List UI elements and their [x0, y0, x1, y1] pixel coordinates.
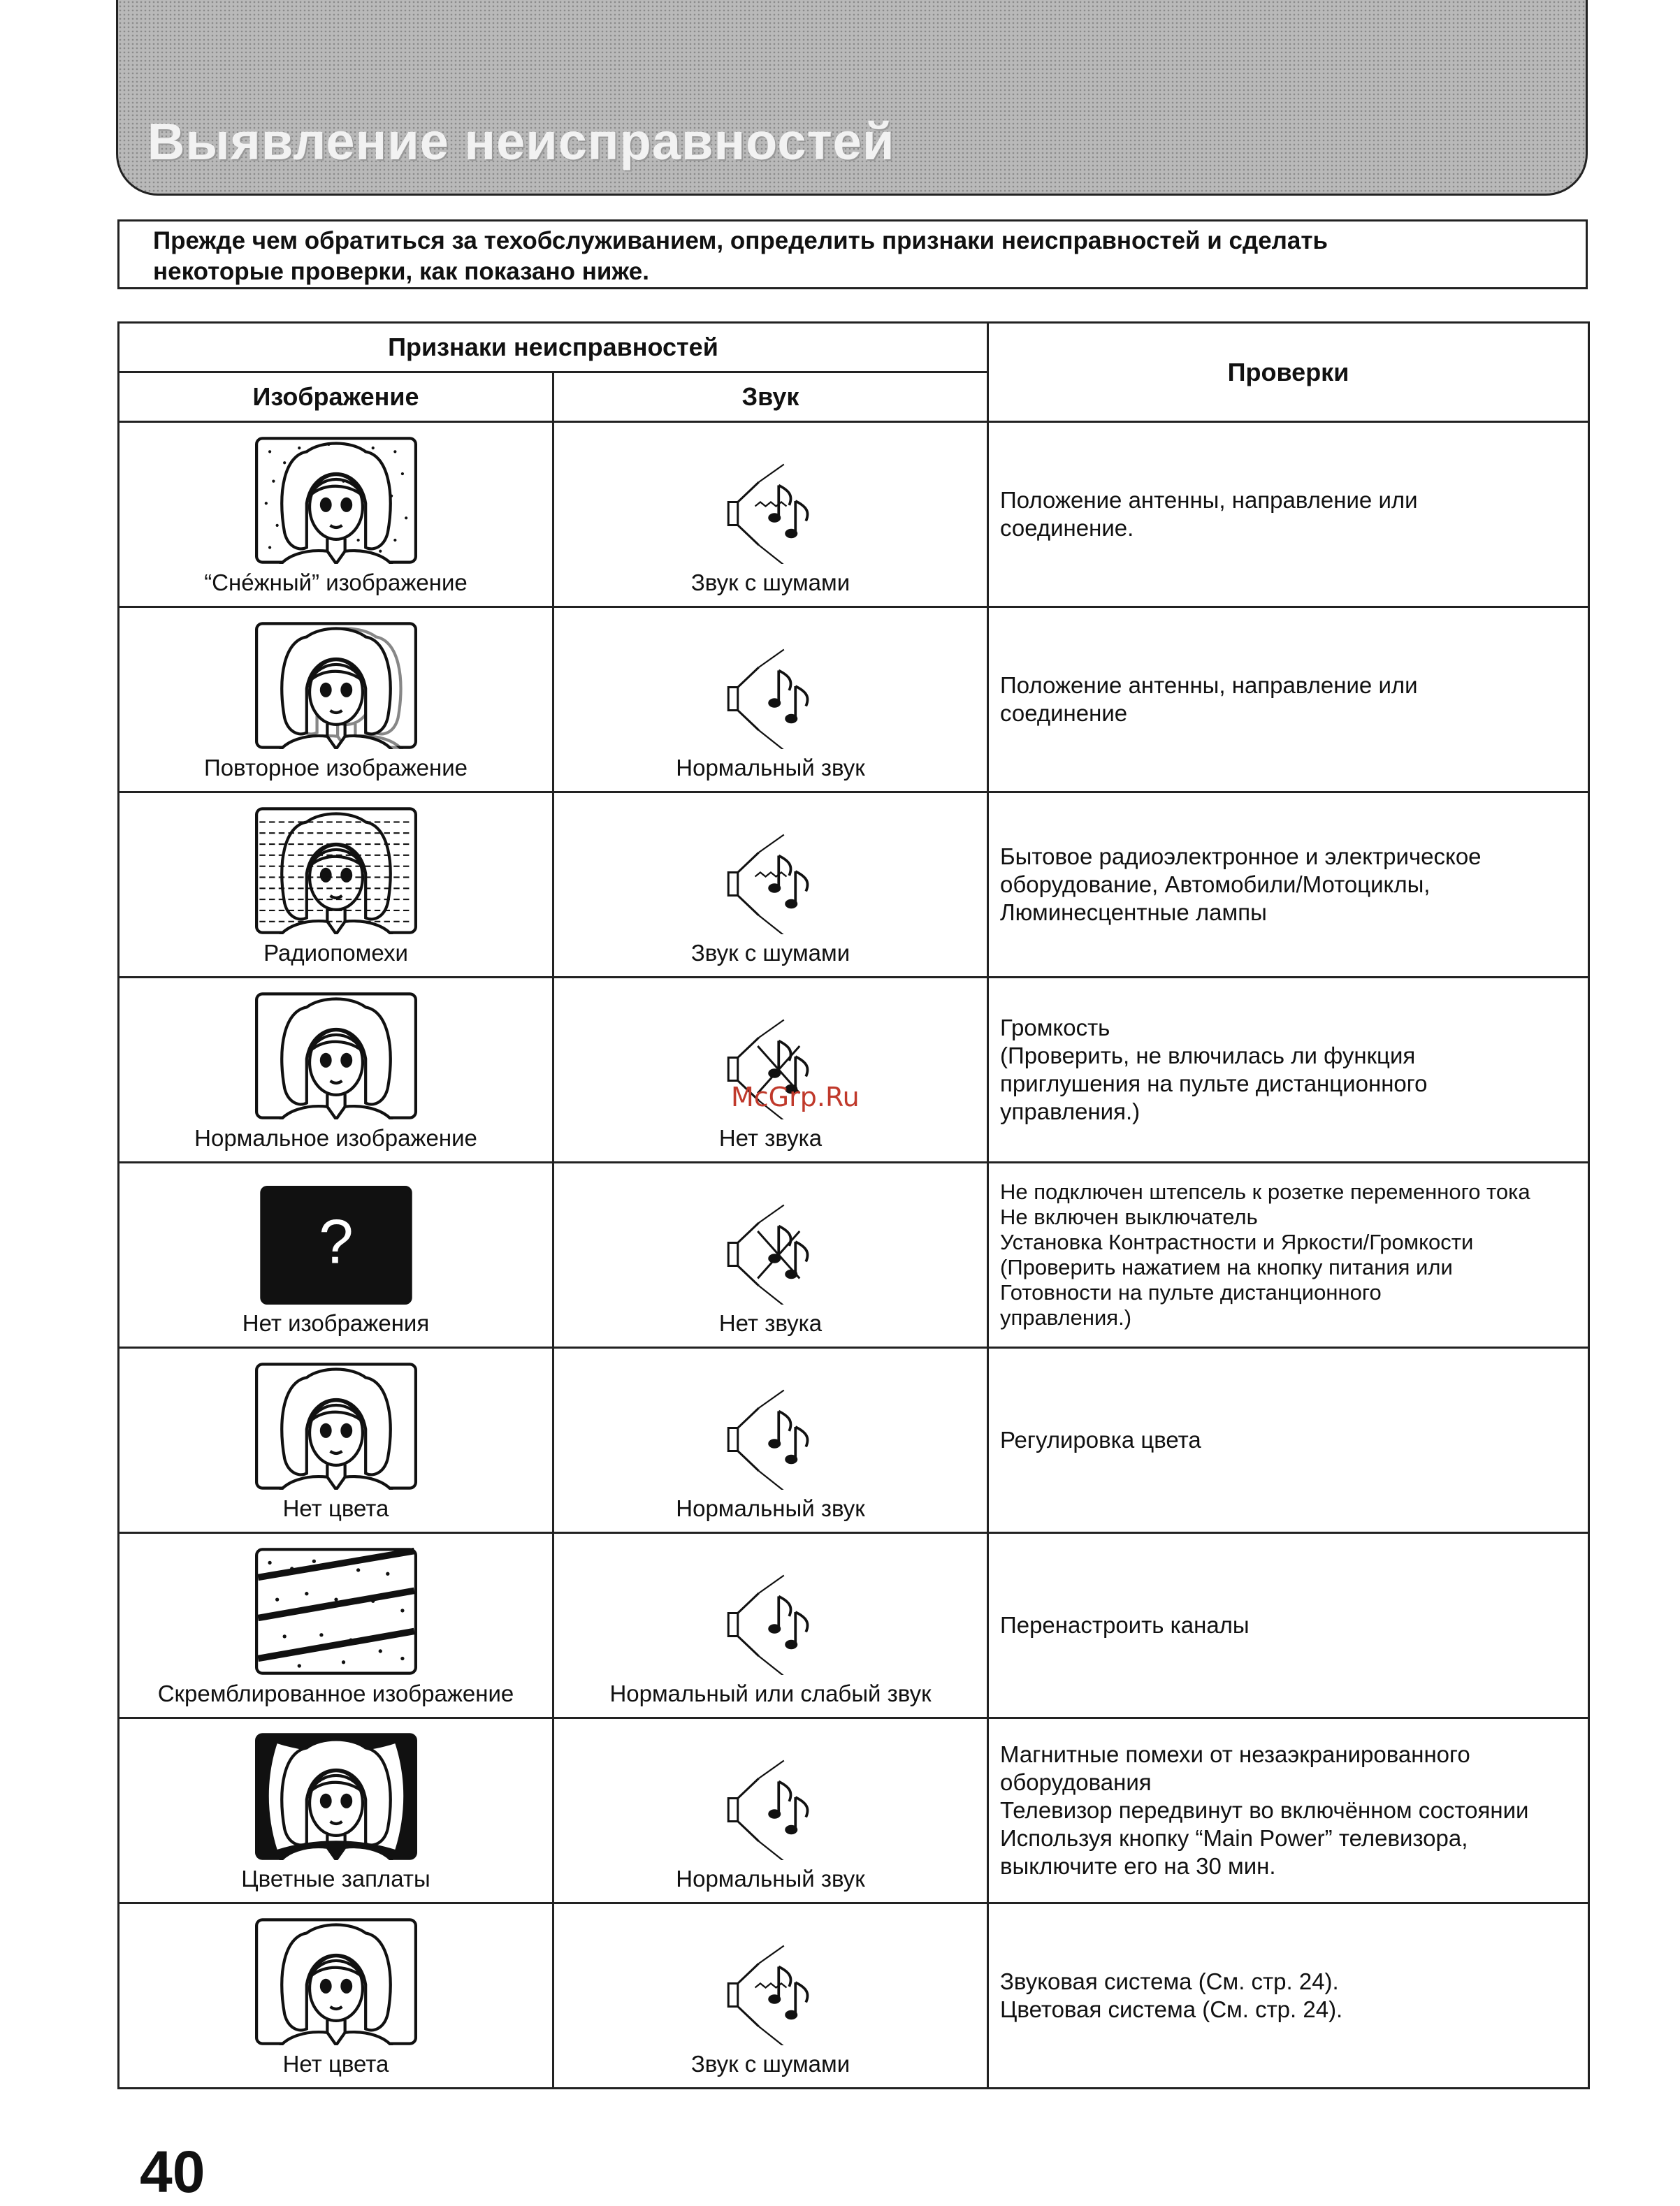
picture-caption: Повторное изображение [203, 755, 468, 781]
table-row [119, 1903, 1589, 2089]
sound-caption: Звук с шумами [690, 2051, 850, 2077]
sound-column-header: Звук [553, 372, 988, 422]
sound-caption: Звук с шумами [690, 940, 850, 966]
sound-caption: Звук с шумами [690, 569, 850, 595]
check-line: приглушения на пульте дистанционного [1000, 1071, 1428, 1096]
checks-header: Проверки [988, 323, 1589, 422]
no-color-picture-icon [255, 1363, 417, 1490]
check-line: Люминесцентные лампы [1000, 899, 1267, 925]
noisy-sound-icon [708, 459, 834, 564]
check-line: (Проверить, не влючилась ли функция [1000, 1043, 1416, 1068]
picture-caption: Цветные заплаты [241, 1866, 430, 1892]
checks-cell [988, 607, 1589, 792]
sound-caption: Нормальный звук [676, 1866, 865, 1892]
sound-caption: Нормальный звук [676, 755, 865, 781]
checks-cell [988, 1163, 1589, 1348]
check-line: Положение антенны, направление или [1000, 672, 1418, 698]
table-row [119, 607, 1589, 792]
picture-caption: Скремблированное изображение [157, 1681, 514, 1706]
check-line: Используя кнопку “Main Power” телевизора, [1000, 1825, 1468, 1851]
check-line: Перенастроить каналы [1000, 1612, 1250, 1638]
color-patches-picture-icon [255, 1733, 417, 1860]
intro-line: Прежде чем обратиться за техобслуживанием, определить признаки неисправностей и сделать [153, 227, 1328, 254]
check-line: Громкость [1000, 1015, 1110, 1040]
check-line: оборудования [1000, 1769, 1152, 1795]
question-mark: ? [318, 1206, 354, 1277]
picture-caption: Нет изображения [242, 1310, 430, 1336]
troubleshooting-table [117, 321, 1590, 2089]
table-row [119, 1718, 1589, 1903]
check-line: Положение антенны, направление или [1000, 487, 1418, 513]
check-line: Бытовое радиоэлектронное и электрическое [1000, 843, 1482, 869]
picture-column-header: Изображение [119, 372, 553, 422]
ghost-picture-icon [255, 622, 417, 749]
check-line: Не подключен штепсель к розетке переменного тока [1000, 1180, 1530, 1204]
table-row [119, 792, 1589, 978]
table-row [119, 422, 1589, 607]
check-line: управления.) [1000, 1098, 1140, 1124]
noisy-sound-icon [708, 829, 834, 934]
table-row [119, 1533, 1589, 1718]
checks-cell [988, 978, 1589, 1163]
no-color-picture-icon [255, 1918, 417, 2045]
check-line: Не включен выключатель [1000, 1205, 1258, 1229]
check-line: управления.) [1000, 1305, 1132, 1330]
sound-caption: Нет звука [718, 1310, 823, 1336]
checks-cell [988, 1903, 1589, 2089]
checks-cell [988, 1718, 1589, 1903]
checks-cell [988, 1348, 1589, 1533]
check-line: выключите его на 30 мин. [1000, 1853, 1276, 1879]
checks-cell [988, 1533, 1589, 1718]
noisy-sound-icon [708, 1940, 834, 2045]
normal-picture-icon [255, 992, 417, 1119]
check-line: Цветовая система (См. стр. 24). [1000, 1996, 1343, 2022]
page-title: Выявление неисправностей [147, 113, 895, 170]
table-row [119, 1163, 1589, 1348]
checks-cell [988, 422, 1589, 607]
picture-caption: Нет цвета [282, 2051, 389, 2077]
picture-caption: Нет цвета [282, 1495, 389, 1521]
watermark: McGrp.Ru [731, 1082, 860, 1112]
normal-sound-icon [708, 644, 834, 749]
check-line: соединение [1000, 700, 1128, 726]
normal-sound-icon [708, 1385, 834, 1490]
sound-caption: Нет звука [718, 1125, 823, 1151]
snowy-picture-icon [255, 437, 417, 564]
normal-sound-icon [708, 1570, 834, 1675]
picture-caption: Радиопомехи [263, 940, 408, 966]
picture-caption: Нормальное изображение [194, 1125, 477, 1151]
sound-caption: Нормальный звук [676, 1495, 865, 1521]
title-banner [116, 0, 1588, 196]
check-line: Магнитные помехи от незаэкранированного [1000, 1741, 1470, 1767]
intro-box [117, 219, 1588, 289]
check-line: (Проверить нажатием на кнопку питания или [1000, 1255, 1453, 1279]
checks-cell [988, 792, 1589, 978]
check-line: оборудование, Автомобили/Мотоциклы, [1000, 871, 1431, 897]
picture-caption: “Снéжный” изображение [204, 569, 468, 595]
no-sound-icon [708, 1200, 834, 1305]
scrambled-picture-icon [255, 1548, 417, 1675]
normal-sound-icon [708, 1755, 834, 1860]
check-line: Регулировка цвета [1000, 1427, 1201, 1453]
page-number: 40 [140, 2139, 205, 2205]
no-picture-icon [260, 1186, 412, 1305]
table-row [119, 978, 1589, 1163]
intro-line: некоторые проверки, как показано ниже. [153, 258, 649, 285]
sound-caption: Нормальный или слабый звук [609, 1681, 932, 1706]
symptoms-header: Признаки неисправностей [119, 323, 988, 372]
check-line: Готовности на пульте дистанционного [1000, 1280, 1382, 1305]
check-line: Звуковая система (См. стр. 24). [1000, 1968, 1339, 1994]
check-line: Установка Контрастности и Яркости/Громкости [1000, 1230, 1474, 1254]
interference-picture-icon [255, 807, 417, 934]
table-row [119, 1348, 1589, 1533]
check-line: соединение. [1000, 515, 1134, 541]
check-line: Телевизор передвинут во включённом состоянии [1000, 1797, 1529, 1823]
